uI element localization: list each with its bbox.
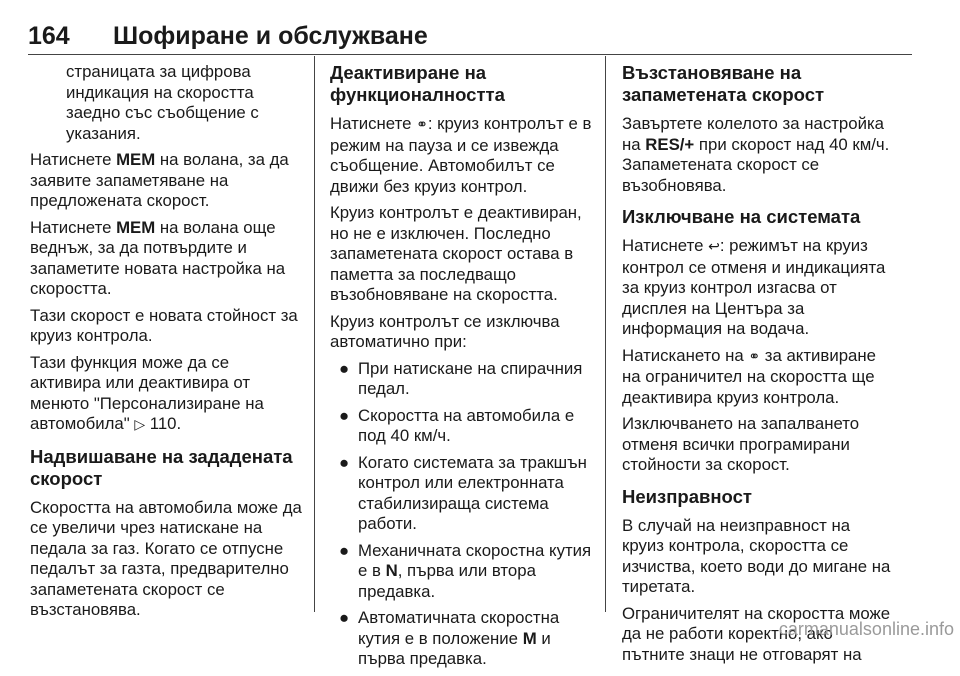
mem-press-paragraph: Натиснете MEM на волана, за да заявите запаметяване на предложената скорост. xyxy=(30,150,289,210)
intro-paragraph: страницата за цифрова индикация на скоростта заедно със съобщение с указания. xyxy=(66,62,259,143)
deactivated-paragraph: Круиз контролът е деактивиран, но не е изключен. Последно запаметената скорост остава в паметта за последващо възобновяване на скоростта. xyxy=(330,203,582,304)
heading-override-speed: Надвишаване на зададената скорост xyxy=(30,445,293,489)
header-divider xyxy=(28,54,912,55)
list-item: ● Механичната скоростна кутия е в N, първа или втора предавка. xyxy=(339,540,592,601)
bullet-icon: ● xyxy=(339,540,350,560)
cruise-off-icon: ↩ xyxy=(708,239,720,255)
column-1 xyxy=(30,62,302,627)
bullet-icon: ● xyxy=(339,358,350,378)
page-title: Шофиране и обслужване xyxy=(113,22,428,50)
column-divider-1 xyxy=(314,56,315,612)
column-divider-2 xyxy=(605,56,606,612)
menu-paragraph: Тази функция може да се активира или деактивира от менюто "Персонализиране на автомобила" ▷ 110. xyxy=(30,352,264,433)
page-reference[interactable]: 110. xyxy=(145,414,182,433)
heading-system-off: Изключване на системата xyxy=(622,206,861,227)
auto-off-paragraph: Круиз контролът се изключва автоматично при: xyxy=(330,311,560,351)
arrow-ref-icon[interactable]: ▷ xyxy=(134,417,146,433)
restore-paragraph: Завъртете колелото за настройка на RES/+ при скорост над 40 км/ч. Запаметената скорост се възобновява. xyxy=(622,114,890,195)
gear-m: M xyxy=(522,628,537,648)
list-item: ● Скоростта на автомобила е под 40 км/ч. xyxy=(339,405,575,445)
cruise-pause-icon: ⚭ xyxy=(416,117,428,133)
pause-paragraph: Натиснете ⚭: круиз контролът е в режим на пауза и се извежда съобщение. Автомобилът се движи без круиз контрол. xyxy=(330,114,592,196)
ignition-paragraph: Изключването на запалването отменя всички програмирани стойности за скорост. xyxy=(622,414,860,474)
heading-fault: Неизправност xyxy=(622,485,752,507)
column-3 xyxy=(622,62,892,671)
heading-restore-speed: Възстановяване на запаметената скорост xyxy=(622,62,825,105)
heading-deactivate: Деактивиране на функционалността xyxy=(330,62,505,105)
list-item: ● Автоматичната скоростна кутия е в положение M и първа предавка. xyxy=(339,608,560,668)
page-number: 164 xyxy=(28,22,70,50)
watermark: carmanualsonline.info xyxy=(778,619,954,639)
auto-off-list xyxy=(330,359,598,670)
bullet-icon: ● xyxy=(339,405,350,425)
mem-confirm-paragraph: Натиснете MEM на волана още веднъж, за да потвърдите и запаметите новата настройка на скоростта. xyxy=(30,217,286,298)
list-item: ● Когато системата за тракшън контрол или електронната стабилизираща система работи. xyxy=(339,452,587,533)
limiter-paragraph: Натискането на ⚭ за активиране на ограничител на скоростта ще деактивира круиз контрола. xyxy=(622,345,876,407)
override-paragraph: Скоростта на автомобила може да се увеличи чрез натискане на педала за газ. Когато се отпусне педалът за газта, предварително запаметената скорост се възстановява. xyxy=(30,497,302,619)
limiter-signs-paragraph: Ограничителят на скоростта може да не работи коректно, ако пътните знаци не отговарят на xyxy=(622,603,891,664)
gear-n: N xyxy=(385,561,398,580)
bullet-icon: ● xyxy=(339,452,350,472)
fault-paragraph: В случай на неизправност на круиз контрола, скоростта се изчиства, което води до мигане на тиретата. xyxy=(622,515,891,596)
speed-limiter-icon: ⚭ xyxy=(748,348,761,365)
bullet-icon: ● xyxy=(339,608,350,627)
new-value-paragraph: Тази скорост е новата стойност за круиз контрола. xyxy=(30,305,298,345)
list-item: ● При натискане на спирачния педал. xyxy=(339,358,583,398)
system-off-paragraph: Натиснете ↩: режимът на круиз контрол се отменя и индикацията за круиз контрол изгасва от дисплея на Центъра за информация на водача. xyxy=(622,236,886,338)
page-header xyxy=(28,22,912,52)
mem-key: MEM xyxy=(116,217,156,237)
column-2 xyxy=(330,62,598,676)
mem-key: MEM xyxy=(116,150,156,169)
res-key: RES/+ xyxy=(645,134,695,154)
